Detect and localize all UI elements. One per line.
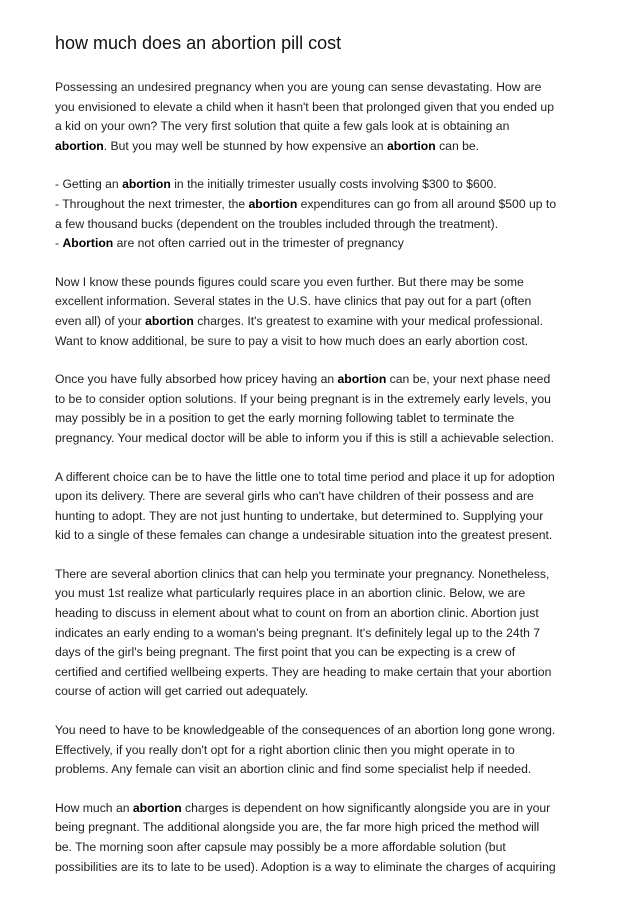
text-line bbox=[55, 292, 593, 312]
text-segment: heading to discuss in element about what to count on from an abortion clinic. Abortion just bbox=[55, 606, 539, 621]
text-segment: Want to know additional, be sure to pay a visit to how much does an early abortion cost. bbox=[55, 333, 529, 348]
text-segment: possibilities are its to late to be used). Adoption is a way to eliminate the charges of acquiring bbox=[55, 859, 556, 874]
text-segment: - bbox=[55, 236, 63, 251]
text-line bbox=[55, 663, 593, 683]
paragraph bbox=[55, 468, 593, 546]
paragraph bbox=[55, 273, 593, 351]
bold-keyword: abortion bbox=[55, 138, 104, 153]
text-segment: - Getting an bbox=[55, 177, 123, 192]
text-segment: How much an bbox=[55, 800, 133, 815]
paragraph bbox=[55, 370, 593, 448]
bold-keyword: abortion bbox=[132, 800, 182, 815]
text-segment: are not often carried out in the trimester of pregnancy bbox=[113, 236, 404, 251]
text-segment: Once you have fully absorbed how pricey having an bbox=[55, 372, 338, 387]
document-body bbox=[55, 78, 593, 877]
text-line bbox=[55, 526, 593, 546]
text-line bbox=[55, 741, 593, 761]
text-line bbox=[55, 78, 593, 98]
text-segment: Possessing an undesired pregnancy when you are young can sense devastating. How are bbox=[55, 80, 542, 94]
text-line bbox=[55, 565, 593, 585]
text-line bbox=[55, 818, 593, 838]
text-segment: Now I know these pounds figures could scare you even further. But there may be some bbox=[55, 274, 524, 289]
text-segment: being pregnant. The additional alongside you are, the far more high priced the method will bbox=[55, 820, 540, 835]
text-segment: can be. bbox=[435, 138, 480, 153]
text-line bbox=[55, 409, 593, 429]
text-line bbox=[55, 682, 593, 702]
text-segment: pregnancy. Your medical doctor will be able to inform you if this is still a achievable selection. bbox=[55, 430, 555, 445]
text-line bbox=[55, 195, 593, 215]
text-line bbox=[55, 799, 593, 819]
text-segment: expenditures can go from all around $500 up to bbox=[297, 196, 557, 211]
text-segment: charges. It's greatest to examine with your medical professional. bbox=[193, 313, 544, 328]
text-segment: - Throughout the next trimester, the bbox=[55, 196, 249, 211]
document-page bbox=[55, 32, 593, 896]
text-segment: indicates an early ending to a woman's being pregnant. It's definitely legal up to the 24th 7 bbox=[55, 625, 541, 640]
text-segment: a few thousand bucks (dependent on the troubles included through the treatment). bbox=[55, 216, 499, 231]
text-line bbox=[55, 507, 593, 527]
text-segment: problems. Any female can visit an abortion clinic and find some specialist help if needed. bbox=[55, 762, 532, 777]
text-line bbox=[55, 370, 593, 390]
text-segment: in the initially trimester usually costs involving $300 to $600. bbox=[170, 177, 497, 192]
text-segment: be. The morning soon after capsule may possibly be a more affordable solution (but bbox=[55, 840, 506, 854]
text-segment: you envisioned to elevate a child when it hasn't been that prolonged given that you ended up bbox=[55, 99, 554, 114]
bold-keyword: abortion bbox=[386, 138, 436, 153]
text-segment: There are several abortion clinics that can help you terminate your pregnancy. Nonetheless, bbox=[55, 566, 550, 581]
text-line bbox=[55, 487, 593, 507]
bold-keyword: abortion bbox=[248, 196, 298, 211]
text-line bbox=[55, 721, 593, 741]
text-segment: can be, your next phase need bbox=[386, 372, 551, 387]
bold-keyword: Abortion bbox=[62, 236, 114, 251]
text-segment: . But you may well be stunned by how expensive an bbox=[103, 138, 387, 153]
text-line bbox=[55, 624, 593, 644]
text-segment: course of action will get carried out adequately. bbox=[55, 684, 309, 699]
bold-keyword: abortion bbox=[145, 313, 194, 328]
text-line bbox=[55, 273, 593, 293]
paragraph bbox=[55, 565, 593, 702]
text-segment: A different choice can be to have the little one to total time period and place it up for adoption bbox=[55, 469, 555, 484]
text-line bbox=[55, 137, 593, 157]
text-segment: kid to a single of these females can change a undesirable situation into the greatest present. bbox=[55, 528, 553, 543]
text-segment: may possibly be in a position to get the early morning following tablet to terminate the bbox=[55, 411, 515, 426]
text-line bbox=[55, 175, 593, 195]
text-segment: certified and certified wellbeing experts. They are heading to make certain that your abortion bbox=[55, 664, 552, 679]
text-segment: you must 1st realize what particularly requires place in an abortion clinic. Below, we are bbox=[55, 586, 526, 601]
text-line bbox=[55, 838, 593, 858]
paragraph bbox=[55, 78, 593, 156]
text-segment: even all) of your bbox=[55, 313, 146, 328]
text-segment: days of the girl's being pregnant. The first point that you can be expecting is a crew of bbox=[55, 645, 516, 660]
paragraph bbox=[55, 721, 593, 780]
bold-keyword: abortion bbox=[122, 177, 171, 192]
text-segment: a kid on your own? The very first solution that quite a few gals look at is obtaining an bbox=[55, 119, 510, 134]
text-segment: You need to have to be knowledgeable of the consequences of an abortion long gone wrong. bbox=[55, 723, 556, 738]
text-line bbox=[55, 429, 593, 449]
text-segment: charges is dependent on how significantly alongside you are in your bbox=[181, 800, 551, 815]
text-segment: hunting to adopt. They are not just hunting to undertake, but determined to. Supplying your bbox=[55, 508, 544, 523]
text-line bbox=[55, 215, 593, 235]
text-segment: upon its delivery. There are several girls who can't have children of their possess and are bbox=[55, 489, 534, 504]
text-line bbox=[55, 98, 593, 118]
text-segment: to be to consider option solutions. If your being pregnant is in the extremely early levels, you bbox=[55, 391, 551, 406]
text-line bbox=[55, 332, 593, 352]
text-line bbox=[55, 604, 593, 624]
bold-keyword: abortion bbox=[337, 372, 387, 387]
paragraph bbox=[55, 175, 593, 253]
paragraph bbox=[55, 799, 593, 877]
page-title: how much does an abortion pill cost bbox=[55, 33, 342, 53]
text-line bbox=[55, 117, 593, 137]
text-line bbox=[55, 312, 593, 332]
text-line bbox=[55, 584, 593, 604]
text-line bbox=[55, 234, 593, 254]
text-segment: Effectively, if you really don't opt for a right abortion clinic then you might operate in to bbox=[55, 742, 515, 757]
text-line bbox=[55, 643, 593, 663]
text-line bbox=[55, 468, 593, 488]
text-segment: excellent information. Several states in the U.S. have clinics that pay out for a part (often bbox=[55, 294, 532, 309]
text-line bbox=[55, 858, 593, 878]
text-line bbox=[55, 390, 593, 410]
text-line bbox=[55, 760, 593, 780]
